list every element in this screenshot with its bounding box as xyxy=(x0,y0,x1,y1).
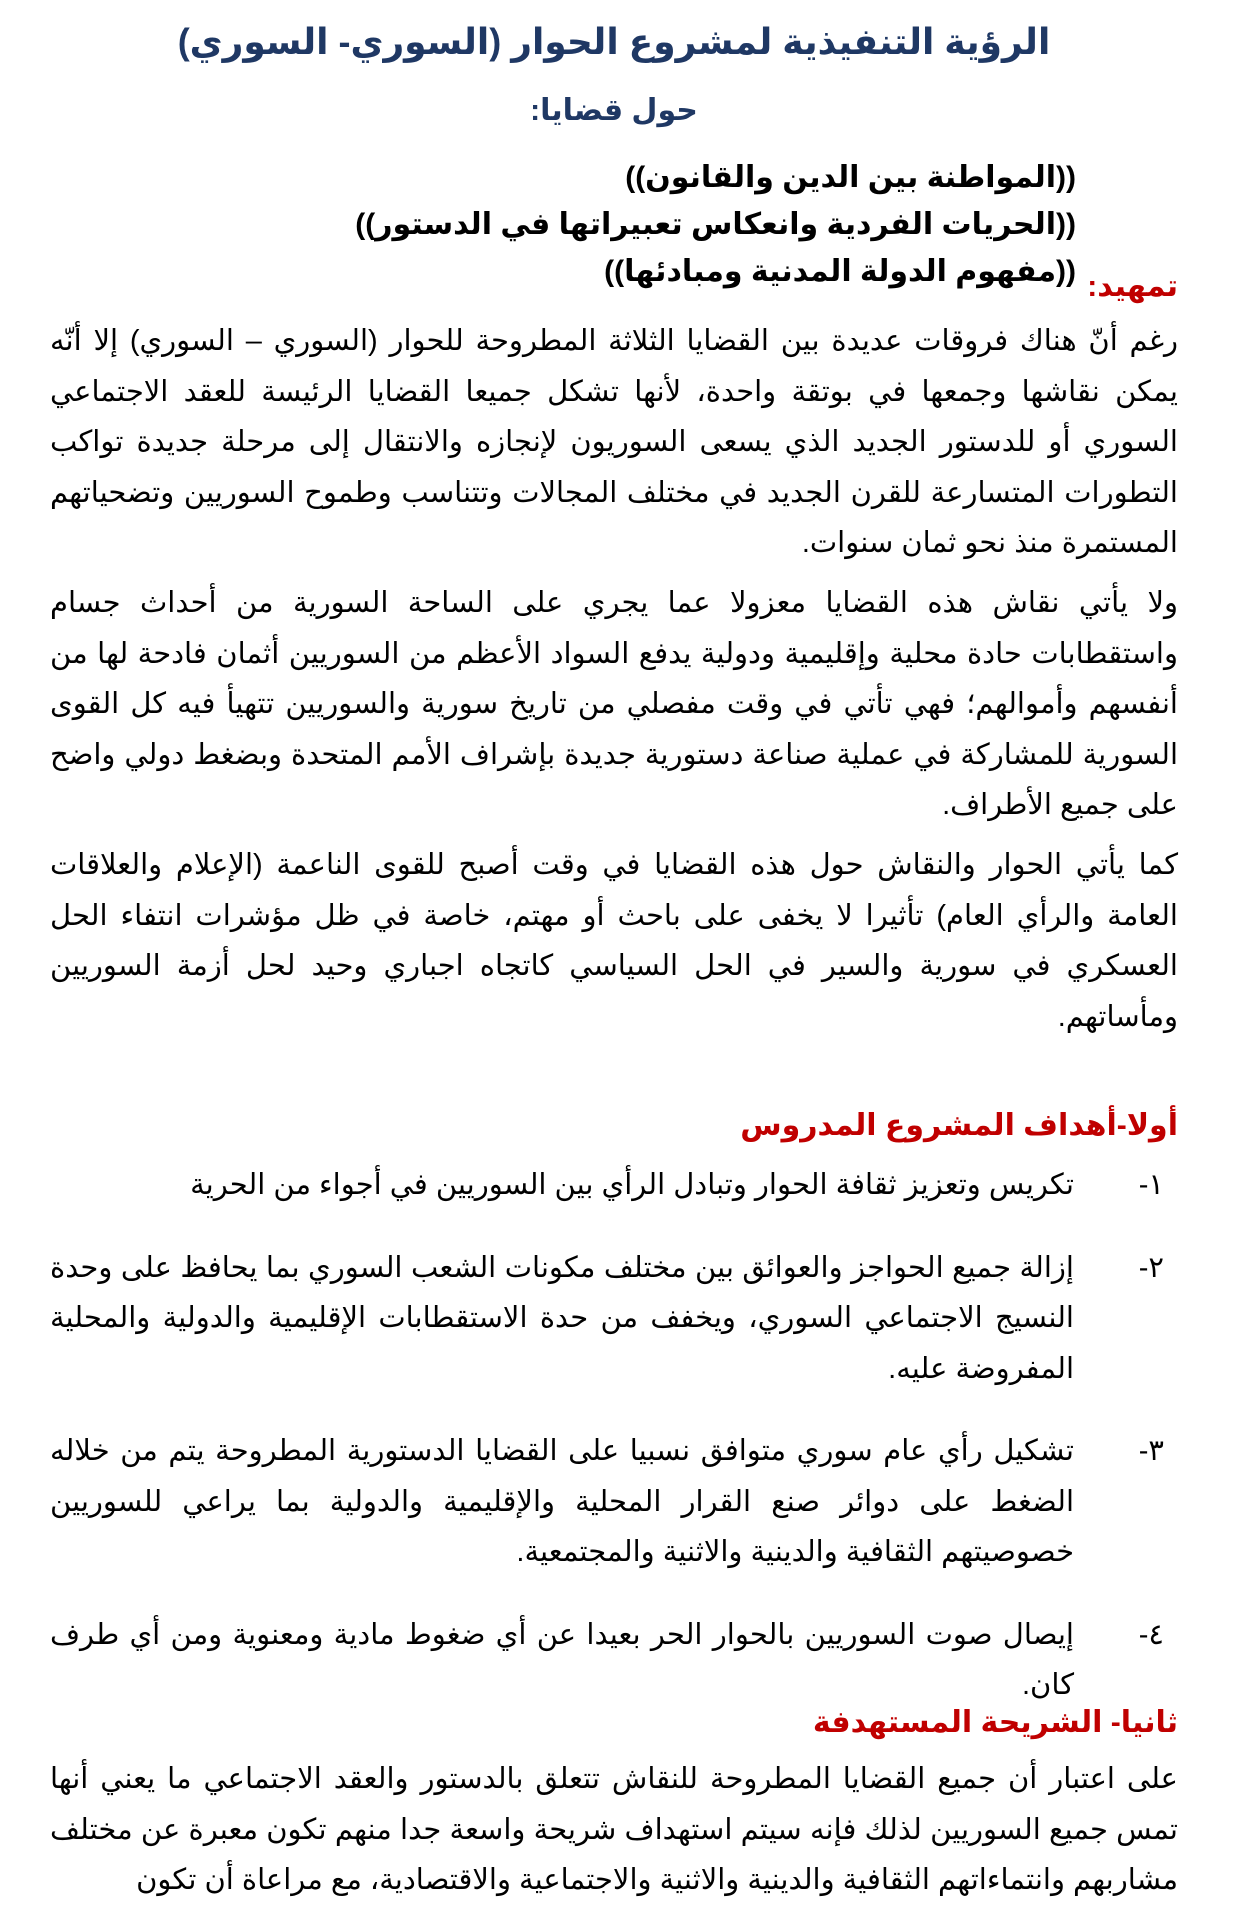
goal-number: ٤- xyxy=(1138,1618,1164,1651)
goal-number: ٣- xyxy=(1138,1435,1164,1467)
intro-paragraph: رغم أنّ هناك فروقات عديدة بين القضايا الثلاثة المطروحة للحوار (السوري – السوري) إلا أنّه يمكن نقاشها وجمعها في بوتقة واحدة، لأنها تشكل جميعا القضايا الرئيسة للعقد الاجتماعي السوري أو للدستور الجديد الذي يسعى السوريون لإنجازه والانتقال إلى مرحلة جديدة تواكب التطورات المتسارعة للقرن الجديد في مختلف المجالات وتتناسب وطموح السوريين وتضحياتهم المستمرة منذ نحو ثمان سنوات. xyxy=(50,325,1178,559)
document-title: الرؤية التنفيذية لمشروع الحوار (السوري- السوري) xyxy=(177,21,1051,62)
intro-paragraph: كما يأتي الحوار والنقاش حول هذه القضايا في وقت أصبح للقوى الناعمة (الإعلام والعلاقات العامة والرأي العام) تأثيرا لا يخفى على باحث أو مهتم، خاصة في ظل مؤشرات انتفاء الحل العسكري في سورية والسير في الحل السياسي كاتجاه اجباري وحيد لحل أزمة السوريين ومأساتهم. xyxy=(50,849,1178,1033)
goal-text: تكريس وتعزيز ثقافة الحوار وتبادل الرأي بين السوريين في أجواء من الحرية xyxy=(190,1169,1074,1201)
topic-item: ((مفهوم الدولة المدنية ومبادئها)) xyxy=(604,255,1076,288)
goal-item xyxy=(50,1160,1178,1211)
goal-text: إيصال صوت السوريين بالحوار الحر بعيدا عن أي ضغوط مادية ومعنوية ومن أي طرف كان. xyxy=(50,1618,1074,1701)
goal-item xyxy=(50,1243,1178,1395)
goal-item xyxy=(50,1426,1178,1578)
document-subtitle: حول قضايا: xyxy=(530,94,698,127)
topics-list xyxy=(355,154,1076,295)
goal-text: تشكيل رأي عام سوري متوافق نسبيا على القضايا الدستورية المطروحة يتم من خلاله الضغط على دوائر صنع القرار المحلية والإقليمية والدولية بما يراعي للسوريين خصوصيتهم الثقافية والدينية والاثنية والمجتمعية. xyxy=(50,1435,1074,1568)
target-paragraph: على اعتبار أن جميع القضايا المطروحة للنقاش تتعلق بالدستور والعقد الاجتماعي ما يعني أنها تمس جميع السوريين لذلك فإنه سيتم استهداف شريحة واسعة جدا منهم تكون معبرة عن مختلف مشاربهم وانتماءاتهم الثقافية والدينية والاثنية والاجتماعية والاقتصادية، مع مراعاة أن تكون xyxy=(50,1763,1178,1896)
goal-number: ٢- xyxy=(1138,1251,1164,1284)
goal-number: ١- xyxy=(1138,1169,1164,1201)
intro-heading: تمهيد: xyxy=(1087,270,1178,303)
topic-item: ((المواطنة بين الدين والقانون)) xyxy=(625,161,1076,194)
goal-item xyxy=(50,1610,1178,1711)
intro-paragraph: ولا يأتي نقاش هذه القضايا معزولا عما يجري على الساحة السورية من أحداث جسام واستقطابات حادة محلية وإقليمية ودولية يدفع السواد الأعظم من السوريين أثمان فادحة لها من أنفسهم وأموالهم؛ فهي تأتي في وقت مفصلي من تاريخ سورية والسوريين تتهيأ فيه كل القوى السورية للمشاركة في عملية صناعة دستورية جديدة بإشراف الأمم المتحدة وبضغط دولي واضح على جميع الأطراف. xyxy=(50,587,1178,821)
goals-list xyxy=(50,1160,1178,1711)
target-heading: ثانيا- الشريحة المستهدفة xyxy=(812,1706,1178,1739)
goal-text: إزالة جميع الحواجز والعوائق بين مختلف مكونات الشعب السوري بما يحافظ على وحدة النسيج الاجتماعي السوري، ويخفف من حدة الاستقطابات الإقليمية والدولية والمحلية المفروضة عليه. xyxy=(50,1251,1074,1385)
topic-item: ((الحريات الفردية وانعكاس تعبيراتها في الدستور)) xyxy=(355,208,1076,241)
goals-heading: أولا-أهداف المشروع المدروس xyxy=(740,1109,1178,1142)
